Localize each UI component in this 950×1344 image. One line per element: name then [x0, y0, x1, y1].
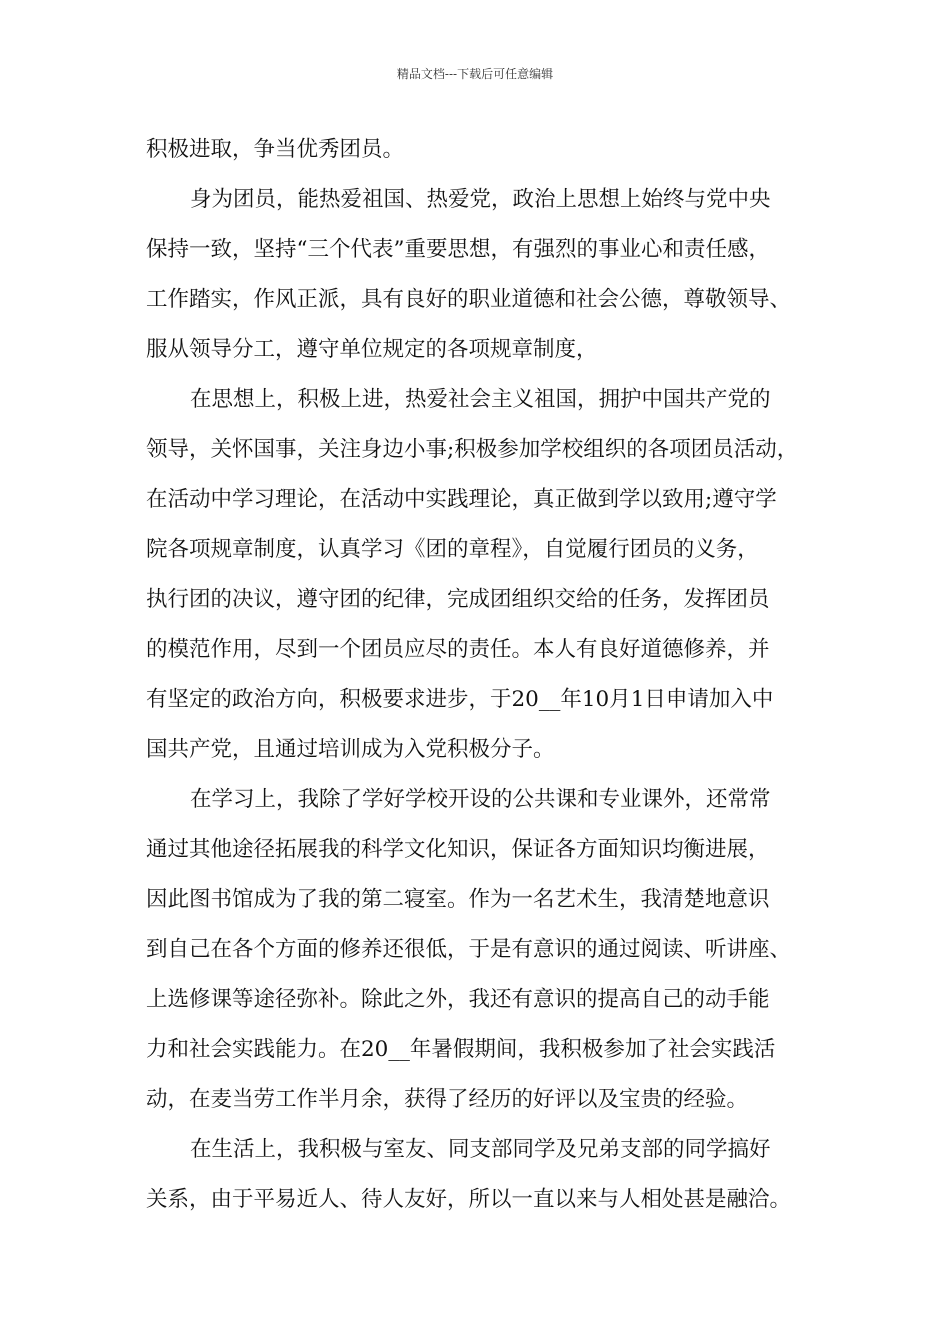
text-line: 因此图书馆成为了我的第二寝室。作为一名艺术生，我清楚地意识: [146, 887, 770, 912]
text-line: 到自己在各个方面的修养还很低，于是有意识的通过阅读、听讲座、: [146, 937, 792, 962]
text-line: 的模范作用，尽到一个团员应尽的责任。本人有良好道德修养，并: [146, 637, 770, 662]
text-line: 国共产党，且通过培训成为入党积极分子。: [146, 737, 555, 762]
text-line: 在生活上，我积极与室友、同支部同学及兄弟支部的同学搞好: [190, 1137, 771, 1162]
text-line: 院各项规章制度，认真学习《团的章程》，自觉履行团员的义务，: [146, 537, 759, 562]
text-line: 有坚定的政治方向，积极要求进步，于20__年10月1日申请加入中: [146, 687, 774, 712]
text-line: 上选修课等途径弥补。除此之外，我还有意识的提高自己的动手能: [146, 987, 770, 1012]
text-line: 关系，由于平易近人、待人友好，所以一直以来与人相处甚是融洽。: [146, 1187, 792, 1212]
text-line: 动，在麦当劳工作半月余，获得了经历的好评以及宝贵的经验。: [146, 1087, 749, 1112]
text-line: 身为团员，能热爱祖国、热爱党，政治上思想上始终与党中央: [190, 187, 771, 212]
text-line: 执行团的决议，遵守团的纪律，完成团组织交给的任务，发挥团员: [146, 587, 770, 612]
text-line: 力和社会实践能力。在20__年暑假期间，我积极参加了社会实践活: [146, 1037, 776, 1062]
text-line: 在活动中学习理论，在活动中实践理论，真正做到学以致用;遵守学: [146, 487, 777, 512]
page-header: 精品文档---下载后可任意编辑: [396, 67, 554, 81]
text-line: 积极进取，争当优秀团员。: [146, 137, 405, 162]
text-line: 通过其他途径拓展我的科学文化知识，保证各方面知识均衡进展，: [146, 837, 770, 862]
text-line: 工作踏实，作风正派，具有良好的职业道德和社会公德，尊敬领导、: [146, 287, 792, 312]
text-line: 领导，关怀国事，关注身边小事;积极参加学校组织的各项团员活动，: [146, 437, 799, 462]
text-line: 保持一致，坚持“三个代表”重要思想，有强烈的事业心和责任感，: [146, 237, 770, 262]
text-line: 在思想上，积极上进，热爱社会主义祖国，拥护中国共产党的: [190, 387, 771, 412]
text-line: 服从领导分工，遵守单位规定的各项规章制度，: [146, 337, 598, 362]
text-line: 在学习上，我除了学好学校开设的公共课和专业课外，还常常: [190, 787, 771, 812]
